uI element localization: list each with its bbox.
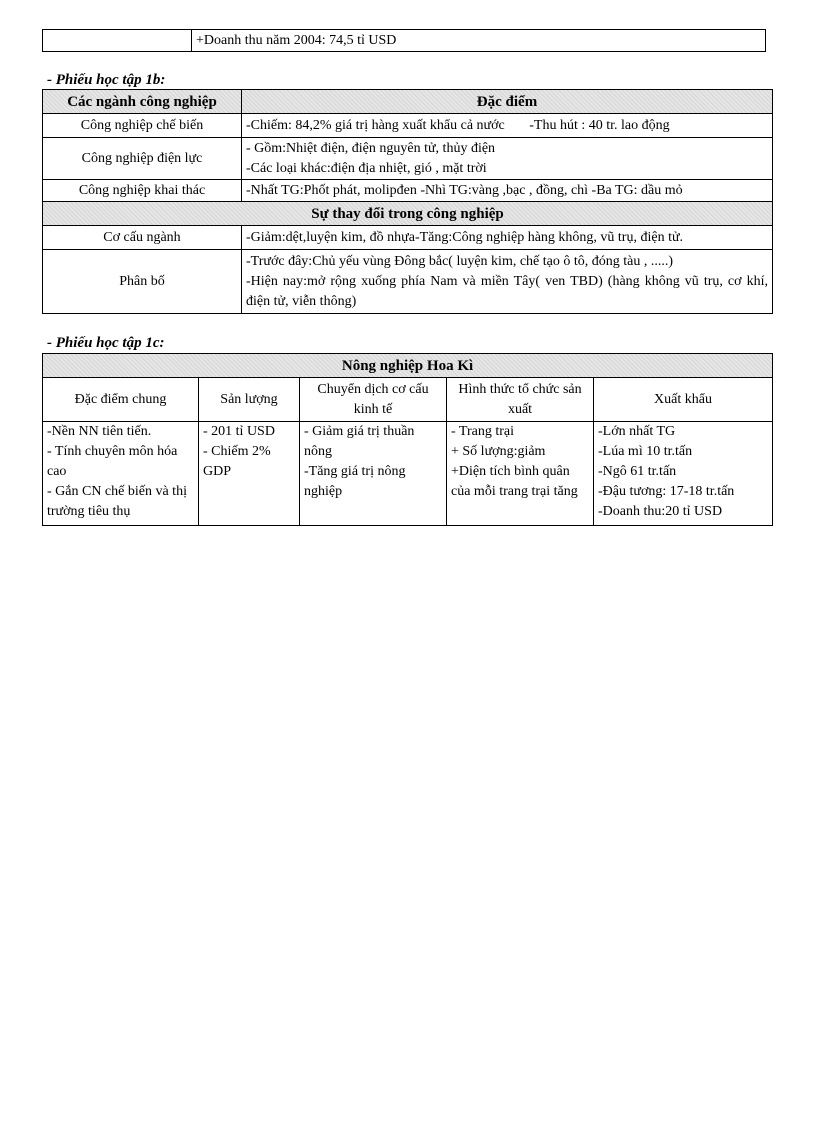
cell-line: - Trang trại: [451, 424, 514, 439]
cell-line: -Nền NN tiên tiến.: [47, 424, 152, 439]
col-header: Đặc điểm chung: [43, 378, 199, 422]
feature-line: -Các loại khác:điện địa nhiệt, gió , mặt trời: [246, 160, 487, 176]
cell-line: - 201 tỉ USD: [203, 424, 275, 439]
col-header-industry: Các ngành công nghiệp: [43, 90, 242, 114]
cell-line: -Đậu tương: 17-18 tr.tấn: [598, 484, 735, 499]
change-line: -Hiện nay:mở rộng xuống phía Nam và miền Tây( ven TBD) (hàng không vũ trụ, cơ khí, điện tử, viễn thông): [246, 273, 768, 309]
col-header: Xuất khẩu: [594, 378, 773, 422]
agriculture-table: [42, 353, 773, 526]
sheet-1b-heading: - Phiếu học tập 1b:: [47, 72, 166, 88]
industry-name: Công nghiệp điện lực: [43, 138, 242, 180]
cell-line: -Ngô 61 tr.tấn: [598, 464, 677, 479]
top-right-cell: +Doanh thu năm 2004: 74,5 tỉ USD: [192, 30, 766, 52]
sheet-1c-heading: - Phiếu học tập 1c:: [47, 335, 165, 351]
table-row: [43, 138, 773, 180]
industry-features: [242, 114, 773, 138]
change-line: -Giảm:dệt,luyện kim, đồ nhựa-Tăng:Công nghiệp hàng không, vũ trụ, điện tử.: [246, 229, 684, 245]
cell-line: -Lúa mì 10 tr.tấn: [598, 444, 693, 459]
feature-line: - Gồm:Nhiệt điện, điện nguyên tử, thủy điện: [246, 140, 496, 156]
table-row: [43, 250, 773, 314]
change-name: Cơ cấu ngành: [43, 226, 242, 250]
organization-cell: [447, 422, 594, 526]
table-row: [43, 180, 773, 202]
structure-shift-cell: [300, 422, 447, 526]
top-left-cell: [43, 30, 192, 52]
section-title-changes: Sự thay đổi trong công nghiệp: [43, 202, 773, 226]
output-cell: [199, 422, 300, 526]
industry-name: Công nghiệp chế biến: [43, 114, 242, 138]
top-fragment-table: [42, 29, 766, 52]
feature-line: -Chiếm: 84,2% giá trị hàng xuất khẩu cả nước -Thu hút : 40 tr. lao động: [246, 117, 670, 133]
cell-line: - Gắn CN chế biến và thị trường tiêu thụ: [47, 484, 187, 519]
table-row: [43, 422, 773, 526]
cell-line: -Tăng giá trị nông nghiệp: [304, 464, 406, 499]
col-header: Hình thức tổ chức sản xuất: [447, 378, 594, 422]
industry-name: Công nghiệp khai thác: [43, 180, 242, 202]
table-row: [43, 114, 773, 138]
agriculture-table-title: Nông nghiệp Hoa Kì: [43, 354, 773, 378]
general-features-cell: [43, 422, 199, 526]
change-name: Phân bố: [43, 250, 242, 314]
change-details: [242, 250, 773, 314]
col-header-features: Đặc điểm: [242, 90, 773, 114]
cell-line: -Lớn nhất TG: [598, 424, 676, 439]
cell-line: + Số lượng:giảm: [451, 444, 546, 459]
change-details: [242, 226, 773, 250]
change-line: -Trước đây:Chủ yếu vùng Đông bắc( luyện kim, chế tạo ô tô, đóng tàu , .....): [246, 253, 674, 269]
feature-line: -Nhất TG:Phốt phát, molipđen -Nhì TG:vàng ,bạc , đồng, chì -Ba TG: dầu mỏ: [246, 182, 683, 198]
industry-features: [242, 180, 773, 202]
export-cell: [594, 422, 773, 526]
cell-line: - Tính chuyên môn hóa cao: [47, 444, 178, 479]
cell-line: - Giảm giá trị thuần nông: [304, 424, 415, 459]
table-row: [43, 226, 773, 250]
col-header: Sản lượng: [199, 378, 300, 422]
industry-table: [42, 89, 773, 314]
cell-line: +Diện tích bình quân của mỗi trang trại tăng: [451, 464, 578, 499]
col-header: Chuyển dịch cơ cấu kinh tế: [300, 378, 447, 422]
cell-line: - Chiếm 2% GDP: [203, 444, 271, 479]
industry-features: [242, 138, 773, 180]
cell-line: -Doanh thu:20 tỉ USD: [598, 504, 723, 519]
